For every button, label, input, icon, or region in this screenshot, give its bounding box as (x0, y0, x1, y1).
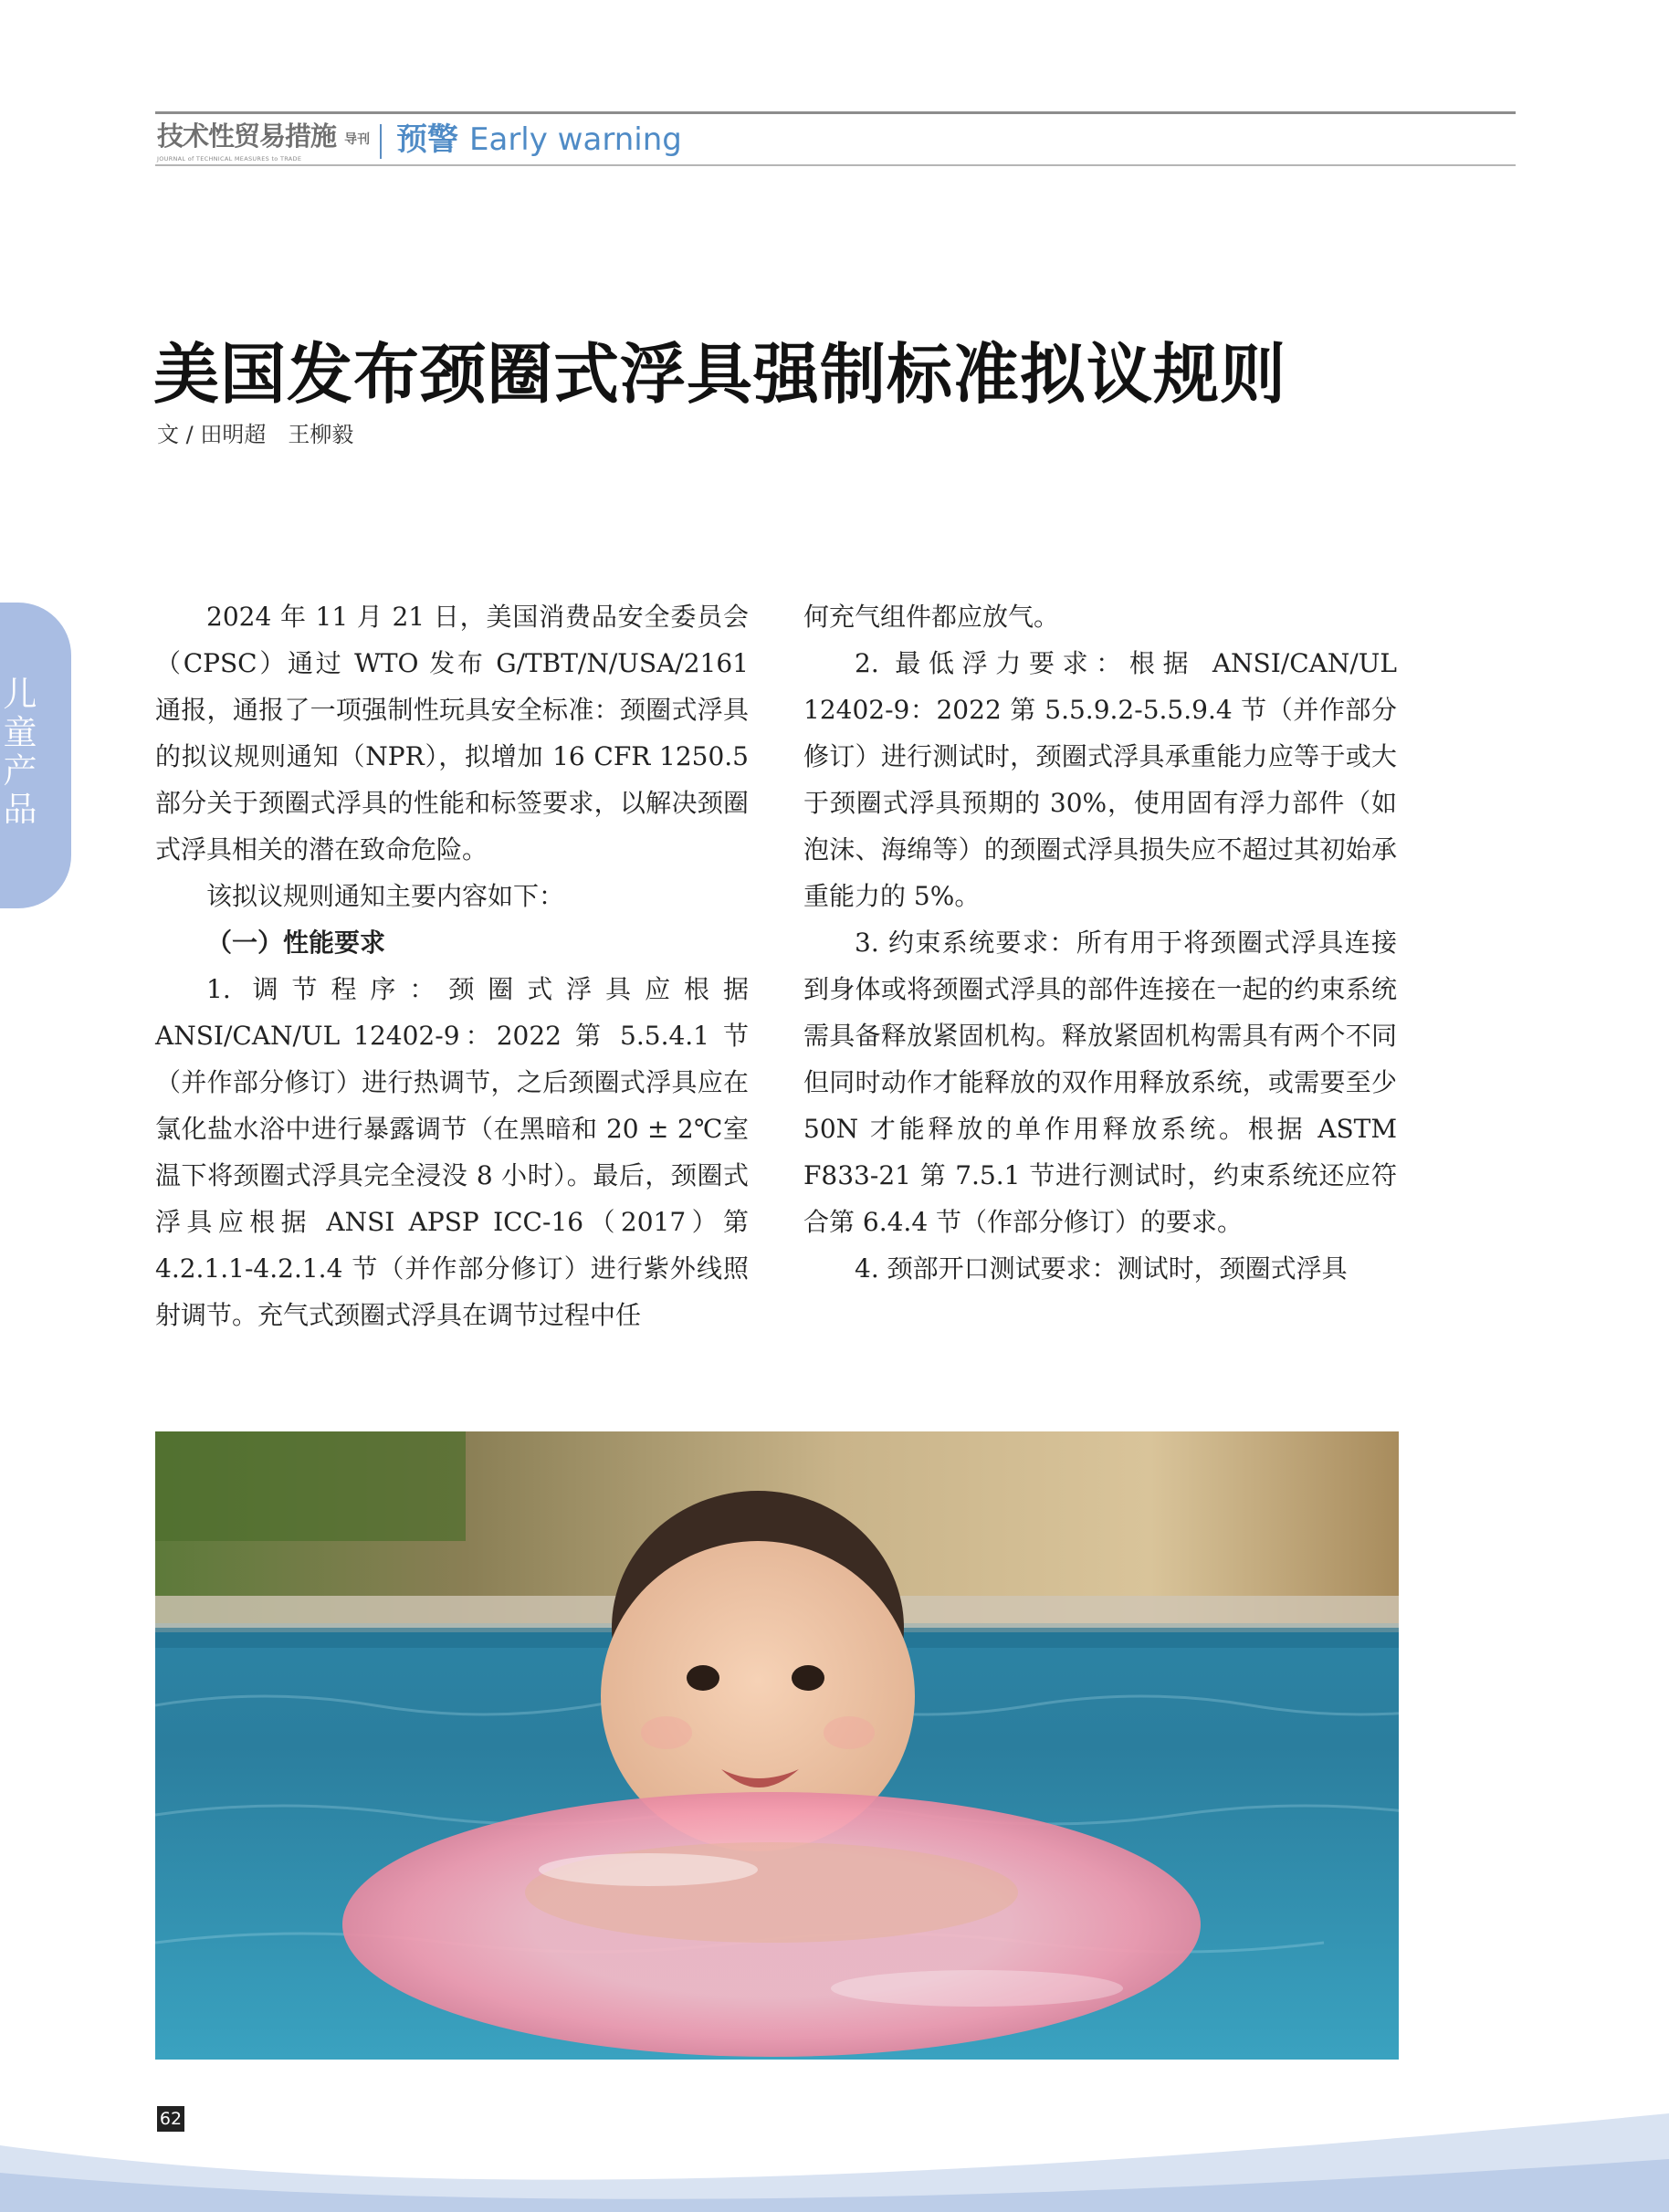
paragraph: 何充气组件都应放气。 (803, 602, 1060, 632)
page-number: 62 (157, 2106, 184, 2132)
section-label-cn: 预警 (396, 121, 458, 158)
article-byline: 文 / 田明超 王柳毅 (157, 422, 354, 447)
header-rule-bottom (155, 164, 1516, 166)
journal-suffix: 导刊 (344, 132, 371, 147)
paragraph: 3. 约束系统要求：所有用于将颈圈式浮具连接到身体或将颈圈式浮具的部件连接在一起的约束系统需具备释放紧固机构。释放紧固机构需具有两个不同但同时动作才能释放的双作用释放系统，或需要至少 50N 才能释放的单作用释放系统。根据 ASTM F833-21 第 7.5.1 节进行测试时，约束系统还应符合第 6.4.4 节（作部分修订）的要求。 (803, 928, 1397, 1237)
header-rule-top (155, 111, 1516, 114)
paragraph: 1. 调节程序：颈圈式浮具应根据 ANSI/CAN/UL 12402-9：2022 第 5.5.4.1 节（并作部分修订）进行热调节，之后颈圈式浮具应在氯化盐水浴中进行暴露调节（在黑暗和 20 ± 2℃室温下将颈圈式浮具完全浸没 8 小时）。最后，颈圈式浮具应根据 ANSI APSP ICC-16（2017）第 4.2.1.1-4.2.1.4 节（并作部分修订）进行紫外线照射调节。充气式颈圈式浮具在调节过程中任 (155, 974, 749, 1330)
article-title: 美国发布颈圈式浮具强制标准拟议规则 (153, 336, 1287, 413)
body-column-right (803, 593, 1397, 1292)
side-category-label: 儿童产品 (3, 675, 37, 829)
footer-wave-decoration (0, 2059, 1669, 2212)
section-label-en: Early warning (469, 121, 682, 158)
paragraph: 2. 最低浮力要求：根据 ANSI/CAN/UL 12402-9：2022 第 5.5.9.2-5.5.9.4 节（并作部分修订）进行测试时，颈圈式浮具承重能力应等于或大于颈圈式浮具预期的 30%，使用固有浮力部件（如泡沫、海绵等）的颈圈式浮具损失应不超过其初始承重能力的 5%。 (803, 648, 1397, 911)
journal-name-cn: 技术性贸易措施 (157, 121, 337, 152)
paragraph: 2024 年 11 月 21 日，美国消费品安全委员会（CPSC）通过 WTO 发布 G/TBT/N/USA/2161 通报，通报了一项强制性玩具安全标准：颈圈式浮具的拟议规则通知（NPR），拟增加 16 CFR 1250.5 部分关于颈圈式浮具的性能和标签要求，以解决颈圈式浮具相关的潜在致命危险。 (155, 602, 749, 865)
journal-name-en: JOURNAL of TECHNICAL MEASURES to TRADE (157, 155, 302, 162)
paragraph: 该拟议规则通知主要内容如下： (206, 881, 565, 911)
baby-in-pink-neck-float-photo (155, 1431, 1399, 2060)
header-separator (380, 124, 382, 159)
body-column-left (155, 593, 749, 1338)
journal-logo (157, 121, 376, 162)
section-label (396, 119, 682, 161)
section-heading: （一）性能要求 (206, 928, 386, 958)
paragraph: 4. 颈部开口测试要求：测试时，颈圈式浮具 (855, 1253, 1348, 1284)
